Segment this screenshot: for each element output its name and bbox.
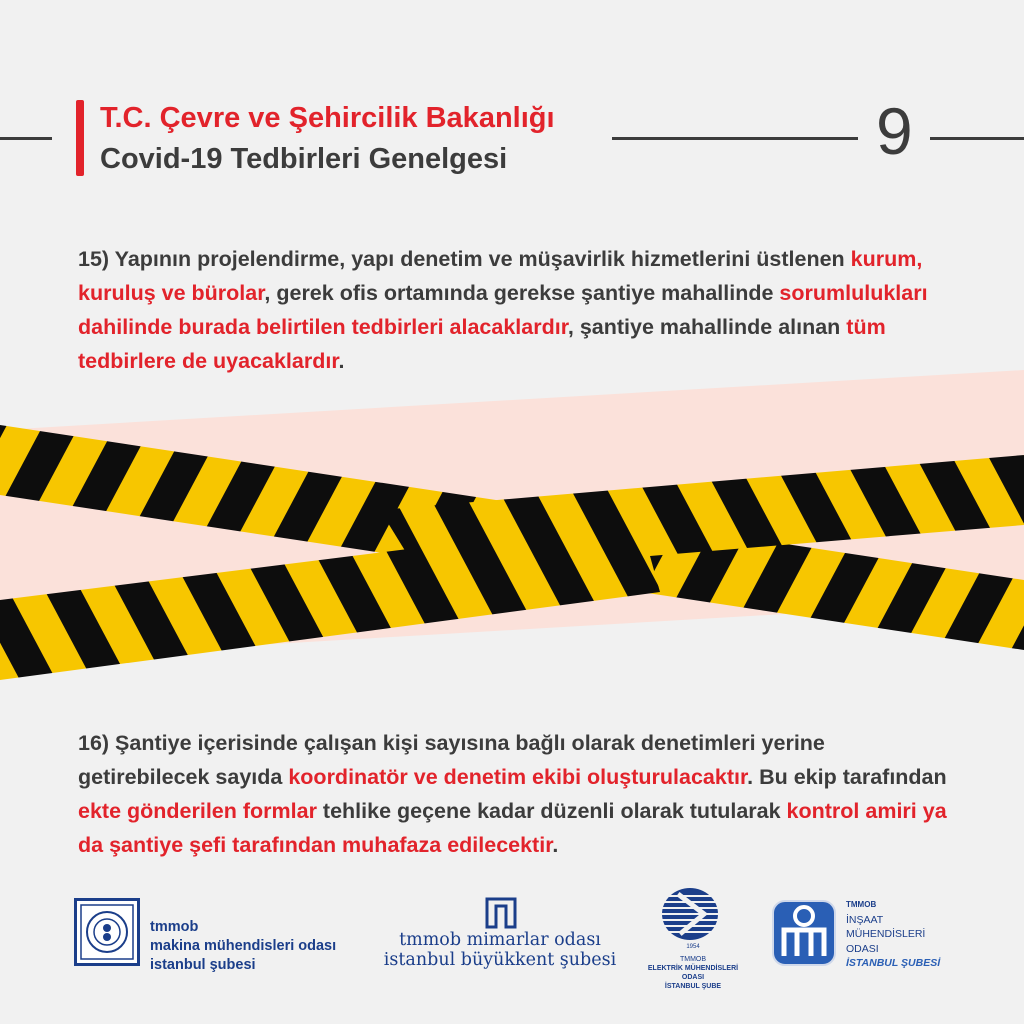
body-text: .	[552, 833, 559, 857]
highlighted-text: tüm tedbirlere de uyacaklardır	[78, 315, 886, 373]
imo-logo	[772, 900, 836, 966]
body-text: , şantiye mahallinde alınan	[567, 315, 847, 339]
mimarlar-label	[380, 930, 620, 970]
header-title: T.C. Çevre ve Şehircilik Bakanlığı	[100, 102, 555, 134]
header-accent-bar	[76, 100, 84, 176]
highlighted-text: sorumlulukları dahilinde burada belirtilen tedbirleri alacaklardır	[78, 281, 928, 339]
mimarlar-line2: istanbul büyükkent şubesi	[383, 950, 617, 970]
emo-label	[636, 955, 750, 991]
caution-tape-illustration	[0, 370, 1024, 700]
highlighted-text: ekte gönderilen formlar	[78, 799, 317, 823]
mimarlar-line1: tmmob mimarlar odası	[399, 930, 601, 950]
paragraph-16	[78, 726, 958, 862]
imo-label	[846, 898, 940, 971]
highlighted-text: koordinatör ve denetim ekibi oluşturulacaktır	[288, 765, 748, 789]
imo-line3: MÜHENDİSLERİ	[846, 928, 926, 940]
imo-line2: İNŞAAT	[846, 913, 884, 926]
mimarlar-logo	[484, 896, 518, 930]
emo-line1: TMMOB	[679, 956, 707, 963]
highlighted-text: kurum, kuruluş ve bürolar	[78, 247, 923, 305]
header-subtitle: Covid-19 Tedbirleri Genelgesi	[100, 143, 508, 175]
body-text: . Bu ekip tarafından	[747, 765, 947, 789]
paragraph-15	[78, 242, 958, 378]
header-rule-right	[930, 137, 1024, 140]
body-text: , gerek ofis ortamında gerekse şantiye mahallinde	[264, 281, 780, 305]
imo-line5: İSTANBUL ŞUBESİ	[846, 957, 941, 969]
page-number: 9	[876, 94, 913, 168]
highlighted-text: kontrol amiri ya da şantiye şefi tarafından muhafaza edilecektir	[78, 799, 947, 857]
body-text: tehlike geçene kadar düzenli olarak tutularak	[316, 799, 787, 823]
mmo-line1: tmmob	[150, 919, 199, 935]
mmo-line2: makina mühendisleri odası	[150, 938, 337, 954]
emo-logo	[660, 886, 720, 942]
header-rule-middle	[612, 137, 858, 140]
mmo-line3: istanbul şubesi	[150, 957, 256, 973]
mmo-label	[150, 918, 336, 975]
body-text: .	[338, 349, 345, 373]
header-rule-left	[0, 137, 52, 140]
body-text: 16) Şantiye içerisinde çalışan kişi sayısına bağlı olarak denetimleri yerine getirebilecek sayıda	[78, 731, 825, 789]
imo-line4: ODASI	[846, 942, 879, 955]
body-text: 15) Yapının projelendirme, yapı denetim ve müşavirlik hizmetlerini üstlenen	[78, 247, 851, 271]
emo-line3: İSTANBUL ŞUBE	[664, 983, 722, 990]
mmo-logo	[74, 898, 140, 966]
imo-line1: TMMOB	[846, 900, 877, 909]
emo-line2: ELEKTRİK MÜHENDİSLERİ ODASI	[647, 965, 739, 981]
emo-year: 1954	[686, 944, 700, 950]
